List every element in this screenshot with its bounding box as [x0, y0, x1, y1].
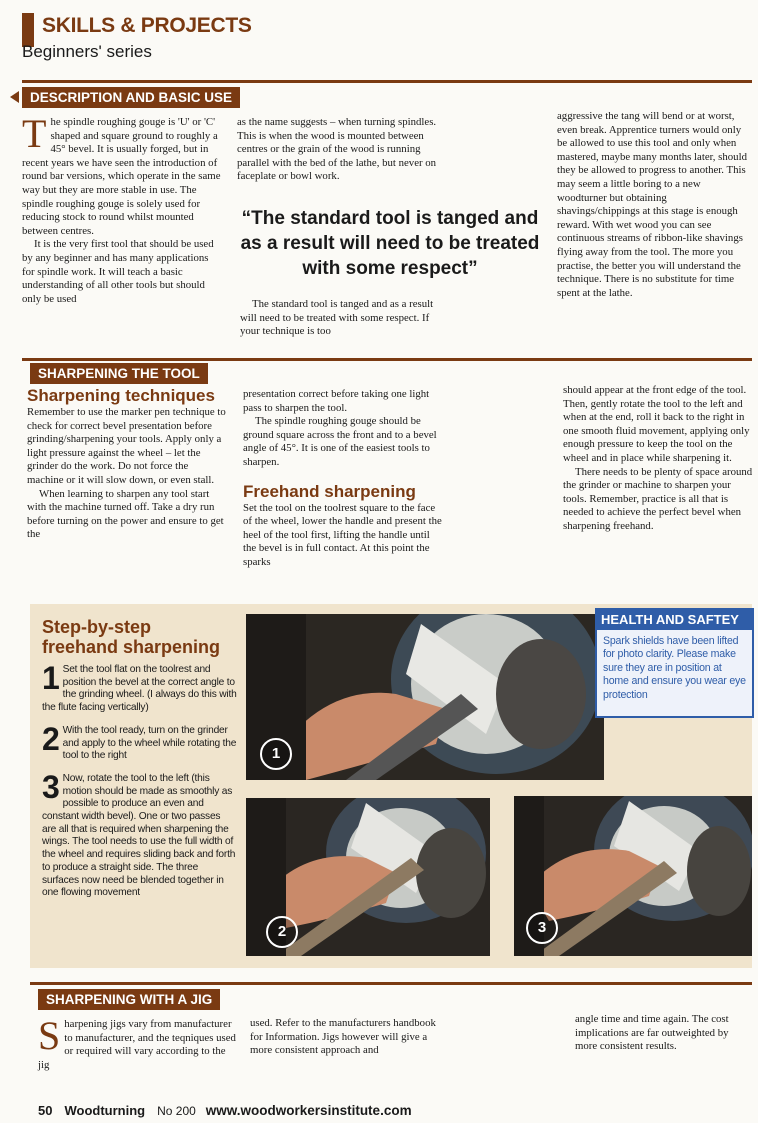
arrow-left-icon	[10, 91, 19, 103]
section-heading-jig: SHARPENING WITH A JIG	[38, 989, 220, 1010]
subhead-sharpening-techniques: Sharpening techniques	[27, 386, 215, 405]
sharpening-col2	[243, 388, 443, 570]
section-rule	[22, 358, 752, 361]
sharpening-col2-para-2: The spindle roughing gouge should be ground square across the front and to a bevel angle of 45°. It is one of the easiest tools to sharpen.	[243, 415, 437, 468]
pull-quote: “The standard tool is tanged and as a result will need to be treated with some respect”	[240, 208, 540, 279]
sharpening-col3-para-1: should appear at the front edge of the tool. Then, gently rotate the tool to the left and when at the end, roll it back to the right in one smooth fluid movement, applying only enough pressure to keep the tool on the wheel and in place while sharpening it.	[563, 384, 750, 464]
subhead-freehand-sharpening: Freehand sharpening	[243, 481, 416, 501]
drop-cap: S	[38, 1013, 61, 1058]
step-text: Now, rotate the tool to the left (this motion should be made as smoothly as possible to produce an even and constant width bevel). One or two passes are all that is required when sharpening the wings. The tool needs to use the full width of the wheel and requires sliding back and forth to produce a straight side. The three surfaces now need be blended together in one flowing movement	[42, 772, 236, 899]
step-badge: 3	[526, 912, 558, 944]
health-box	[595, 608, 754, 718]
step-number: 1	[42, 660, 60, 696]
sharpening-col1	[27, 386, 227, 542]
sharpening-col2-para-3: Set the tool on the toolrest square to the face of the wheel, lower the handle and present the heel of the tool first, lifting the handle until the bevel is in full contact. At this point the sparks	[243, 501, 442, 568]
step-badge: 2	[266, 916, 298, 948]
step-number: 3	[42, 768, 60, 805]
jig-text-1: harpening jigs vary from manufacturer to manufacturer, and the teqniques used or required will vary according to the jig	[38, 1018, 236, 1071]
description-col2-bottom: The standard tool is tanged and as a result will need to be treated with some respect. If your technique is too	[240, 298, 434, 338]
sharpening-para-1: Remember to use the marker pen technique to check for correct bevel presentation before grinding/sharpening your tools. Apply only a light pressure against the wheel – let the grinder do the work. Do not force the machine or it will slow down, or even stall.	[27, 406, 226, 486]
step-title-line1: Step-by-step	[42, 617, 152, 637]
step-panel-title	[42, 617, 242, 657]
step-list	[42, 660, 237, 900]
sharpening-para-2: When learning to sharpen any tool start with the machine turned off. Take a dry run before turning on the power and ensure to get the	[27, 487, 224, 541]
website-link[interactable]: www.woodworkersinstitute.com	[205, 1103, 412, 1118]
section-rule	[30, 982, 752, 985]
step-badge: 1	[260, 738, 292, 770]
section-heading-sharpening: SHARPENING THE TOOL	[30, 363, 208, 384]
health-heading: HEALTH AND SAFTEY	[597, 610, 752, 630]
description-para-1: he spindle roughing gouge is 'U' or 'C' shaped and square ground to roughly a 45° bevel. It is usually forged, but in recent years we have seen the introduction of round bar versions, which operate in the same way but they are more stable in use. The spindle roughing gouge is solely used for reducing stock to round whilst mounted between centres.	[22, 116, 221, 237]
jig-col1	[38, 1013, 238, 1072]
drop-cap: T	[22, 111, 47, 156]
health-text: Spark shields have been lifted for photo clarity. Please make sure they are in position at home and ensure you wear eye protection	[603, 635, 746, 701]
jig-col2: used. Refer to the manufacturers handbook for Information. Jigs however will give a more consistent approach and	[250, 1017, 436, 1057]
grinder-photo-image	[246, 614, 604, 780]
step-title-line2: freehand sharpening	[42, 637, 221, 657]
step-photo-3	[514, 796, 752, 956]
magazine-name: Woodturning	[64, 1103, 146, 1118]
step-number: 2	[42, 720, 60, 757]
step-photo-1	[246, 614, 604, 780]
step-item	[42, 660, 237, 715]
page-number: 50	[38, 1103, 53, 1118]
step-photo-2	[246, 798, 490, 956]
step-item	[42, 720, 237, 763]
sharpening-col3-para-2: There needs to be plenty of space around the grinder or machine to sharpen your tools. Remember, practice is all that is needed to achieve the perfect bevel when sharpening freehand.	[563, 465, 753, 532]
section-rule	[22, 80, 752, 83]
sharpening-col3	[563, 384, 753, 534]
step-text: With the tool ready, turn on the grinder and apply to the wheel while rotating the tool to the right	[62, 724, 237, 762]
page-title: SKILLS & PROJECTS	[42, 14, 252, 37]
step-text: Set the tool flat on the toolrest and position the bevel at the correct angle to the grinding wheel. (I always do this with the flute facing vertically)	[42, 664, 237, 714]
footer	[38, 1102, 738, 1120]
description-para-2: It is the very first tool that should be used by any beginner and has many applications for spindle work. It will teach a basic understanding of all other tools but should only be used	[22, 238, 214, 305]
description-col1	[22, 111, 222, 306]
description-col2-top: as the name suggests – when turning spindles. This is when the wood is mounted between centres or the grain of the wood is running parallel with the bed of the lathe, but never on faceplate or bowl work.	[237, 116, 437, 183]
jig-col3: angle time and time again. The cost implications are far outweighted by more consistent results.	[575, 1013, 729, 1053]
description-col3: aggressive the tang will bend or at worst, even break. Apprentice turners would only be allowed to use this tool and only when mastered, maybe many months later, should they be allowed to progress to another. This may seem a little boring to a new woodturner but obtaining shavings/chippings at this stage is enough reward. With wet wood you can see continuous streams of ribbon-like shavings flying away from the tool. The more you practise, the better you will understand the technique. There is no substitute for time spent at the lathe.	[557, 110, 747, 299]
step-item	[42, 768, 237, 900]
page-subtitle: Beginners' series	[22, 42, 152, 61]
issue-number: No 200	[157, 1104, 196, 1118]
sharpening-col2-para-1: presentation correct before taking one light pass to sharpen the tool.	[243, 388, 430, 414]
section-heading-description: DESCRIPTION AND BASIC USE	[22, 87, 240, 108]
